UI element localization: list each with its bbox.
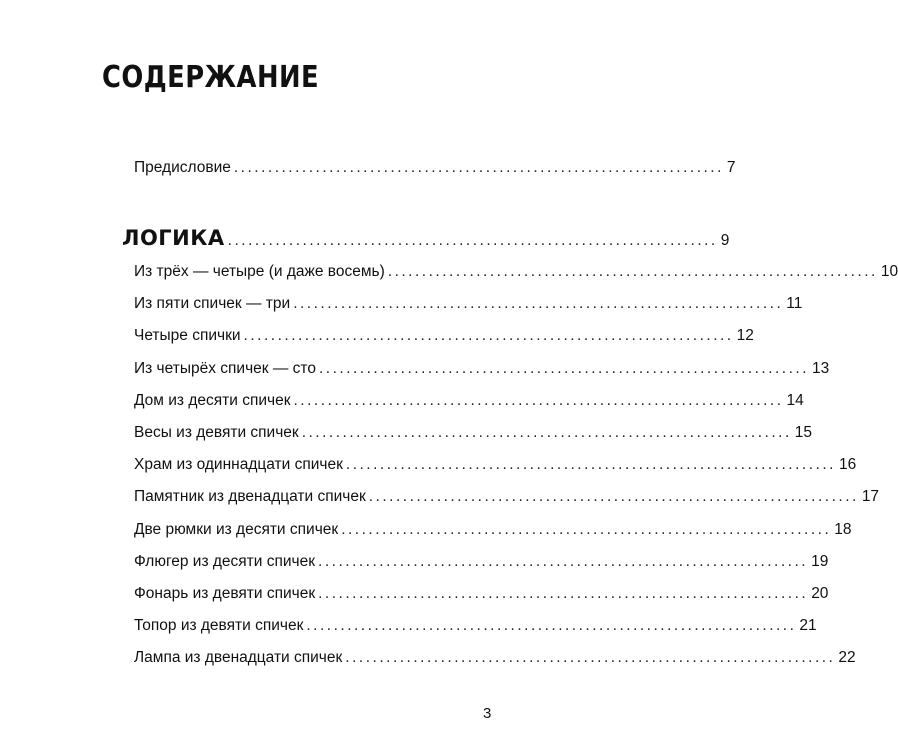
toc-entry xyxy=(134,294,803,314)
toc-entry xyxy=(134,359,830,379)
toc-entry xyxy=(134,391,804,411)
toc-entry-label: Топор из девяти спичек xyxy=(134,617,304,635)
toc-entry-label: Дом из десяти спичек xyxy=(134,391,291,409)
dot-leader: ........................................................................ xyxy=(301,424,792,441)
dot-leader: ........................................................................ xyxy=(306,617,797,635)
toc-entry-page: 7 xyxy=(726,159,736,176)
toc-entry xyxy=(134,648,856,668)
toc-entry-page: 20 xyxy=(811,585,829,602)
toc-entry xyxy=(134,616,817,636)
toc-entry-foreword xyxy=(134,158,736,178)
dot-leader: ........................................................................ xyxy=(227,232,718,249)
toc-entry xyxy=(134,262,898,282)
toc-entry-label: Фонарь из девяти спичек xyxy=(134,585,316,602)
toc-entry-page: 15 xyxy=(794,424,812,441)
toc-entry-label: Предисловие xyxy=(134,159,231,176)
page-number: 3 xyxy=(483,705,492,722)
toc-entry-label: Храм из одиннадцати спичек xyxy=(134,456,343,474)
toc-entry-label: Памятник из двенадцати спичек xyxy=(134,488,366,506)
toc-entry-page: 21 xyxy=(799,617,817,635)
toc-entry-page: 12 xyxy=(736,327,754,345)
toc-entry-page: 10 xyxy=(880,263,898,280)
toc-entry xyxy=(134,584,829,604)
page-title: СОДЕРЖАНИЕ xyxy=(102,60,320,95)
toc-entry xyxy=(134,552,829,572)
toc-section-label: ЛОГИКА xyxy=(122,226,225,250)
toc-entry-label: Флюгер из десяти спичек xyxy=(134,552,316,570)
toc-section-logic xyxy=(122,226,730,251)
toc-entry-label: Весы из девяти спичек xyxy=(134,424,299,441)
toc-entry xyxy=(134,520,852,540)
dot-leader: ........................................................................ xyxy=(293,391,784,409)
dot-leader: ........................................................................ xyxy=(293,295,784,313)
dot-leader: ........................................................................ xyxy=(345,649,836,667)
toc-entry-page: 18 xyxy=(834,520,852,538)
toc-section-page: 9 xyxy=(720,232,730,249)
dot-leader: ........................................................................ xyxy=(243,327,734,345)
toc-entry-page: 13 xyxy=(812,359,830,377)
toc-entry-page: 22 xyxy=(838,649,856,667)
toc-entry-page: 16 xyxy=(838,456,857,474)
dot-leader: ........................................................................ xyxy=(318,585,809,602)
toc-entry-page: 14 xyxy=(786,391,804,409)
toc-entry-label: Четыре спички xyxy=(134,327,241,345)
dot-leader: ........................................................................ xyxy=(233,159,724,176)
toc-entry xyxy=(134,487,880,507)
toc-entry-label: Две рюмки из десяти спичек xyxy=(134,520,339,538)
toc-entry-label: Из пяти спичек — три xyxy=(134,295,291,313)
dot-leader: ........................................................................ xyxy=(318,552,809,570)
toc-entry-label: Лампа из двенадцати спичек xyxy=(134,649,343,667)
toc-entry-page: 11 xyxy=(786,295,803,313)
dot-leader: ........................................................................ xyxy=(341,520,832,538)
dot-leader: ........................................................................ xyxy=(387,263,878,280)
toc-entry-page: 17 xyxy=(861,488,880,506)
toc-entry-label: Из четырёх спичек — сто xyxy=(134,359,316,377)
toc-entry xyxy=(134,326,754,346)
dot-leader: ........................................................................ xyxy=(368,488,859,506)
dot-leader: ........................................................................ xyxy=(345,456,836,474)
toc-entry xyxy=(134,423,812,443)
toc-entry xyxy=(134,455,857,475)
dot-leader: ........................................................................ xyxy=(318,359,810,377)
toc-entry-page: 19 xyxy=(811,552,829,570)
toc-entry-label: Из трёх — четыре (и даже восемь) xyxy=(134,263,385,280)
